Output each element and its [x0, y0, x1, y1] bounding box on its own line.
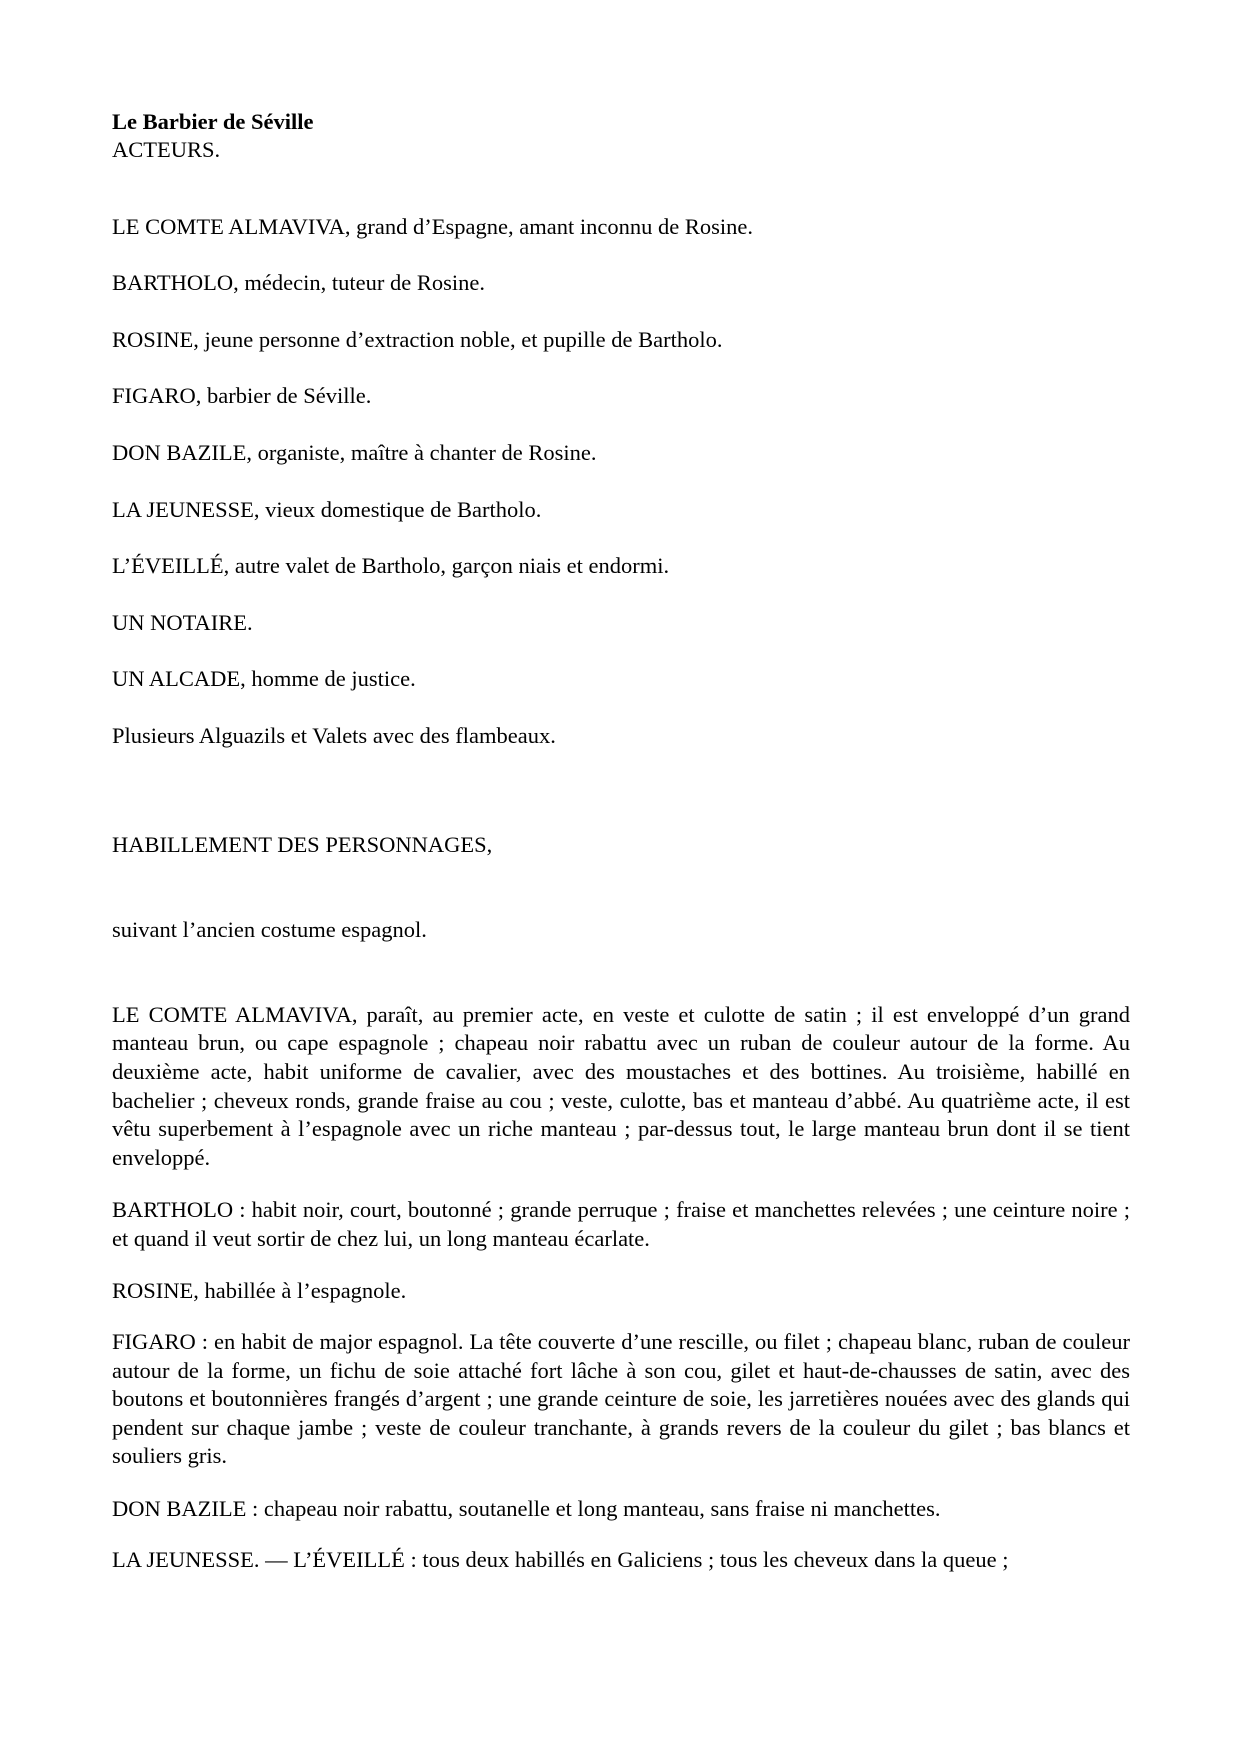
cast-item: BARTHOLO, médecin, tuteur de Rosine.: [112, 270, 485, 296]
costume-paragraph: ROSINE, habillée à l’espagnole.: [112, 1278, 407, 1304]
cast-item: LA JEUNESSE, vieux domestique de Bartholo.: [112, 496, 542, 522]
costume-subheading: suivant l’ancien costume espagnol.: [112, 917, 427, 943]
costume-paragraph: FIGARO : en habit de major espagnol. La tête couverte d’une rescille, ou filet ; chapeau blanc, ruban de couleur autour de la forme, un fichu de soie attaché fort lâche à son cou, gilet et haut-de-chausses de satin, avec des boutons et boutonnières frangés d’argent ; une grande ceinture de soie, les jarretières nouées avec des glands qui pendent sur chaque jambe ; veste de couleur tranchante, à grands revers de la couleur du gilet ; bas blancs et souliers gris.: [112, 1329, 1130, 1469]
document-title: Le Barbier de Séville: [112, 109, 314, 134]
cast-heading: ACTEURS.: [112, 137, 221, 162]
costume-heading: HABILLEMENT DES PERSONNAGES,: [112, 831, 493, 857]
cast-item: UN NOTAIRE.: [112, 609, 253, 635]
cast-item: LE COMTE ALMAVIVA, grand d’Espagne, amant inconnu de Rosine.: [112, 213, 753, 239]
costume-paragraph: LA JEUNESSE. — L’ÉVEILLÉ : tous deux habillés en Galiciens ; tous les cheveux dans la queue ;: [112, 1546, 1009, 1572]
document-page: [112, 108, 1130, 1598]
cast-item: L’ÉVEILLÉ, autre valet de Bartholo, garçon niais et endormi.: [112, 553, 670, 579]
costume-paragraph: BARTHOLO : habit noir, court, boutonné ; grande perruque ; fraise et manchettes relevées ; une ceinture noire ; et quand il veut sortir de chez lui, un long manteau écarlate.: [112, 1197, 1130, 1251]
costume-paragraph: DON BAZILE : chapeau noir rabattu, soutanelle et long manteau, sans fraise ni manchettes.: [112, 1496, 941, 1522]
costume-paragraph: LE COMTE ALMAVIVA, paraît, au premier acte, en veste et culotte de satin ; il est enveloppé d’un grand manteau brun, ou cape espagnole ; chapeau noir rabattu avec un ruban de couleur autour de la forme. Au deuxième acte, habit uniforme de cavalier, avec des moustaches et des bottines. Au troisième, habillé en bachelier ; cheveux ronds, grande fraise au cou ; veste, culotte, bas et manteau d’abbé. Au quatrième acte, il est vêtu superbement à l’espagnole avec un riche manteau ; par-dessus tout, le large manteau brun dont il se tient enveloppé.: [112, 1001, 1130, 1170]
cast-item: Plusieurs Alguazils et Valets avec des flambeaux.: [112, 722, 556, 748]
cast-item: UN ALCADE, homme de justice.: [112, 666, 416, 692]
cast-item: DON BAZILE, organiste, maître à chanter de Rosine.: [112, 439, 597, 465]
cast-item: FIGARO, barbier de Séville.: [112, 383, 372, 409]
cast-item: ROSINE, jeune personne d’extraction noble, et pupille de Bartholo.: [112, 326, 723, 352]
